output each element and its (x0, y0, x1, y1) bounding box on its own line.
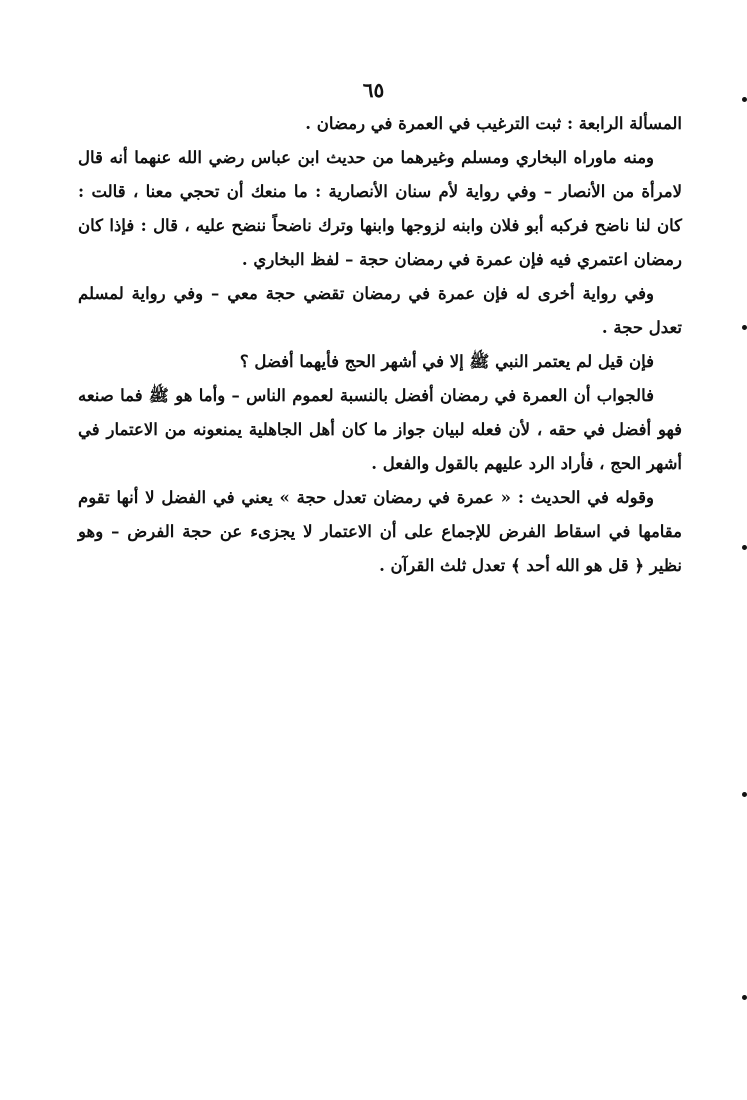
scan-edge-mark (742, 792, 747, 797)
paragraph-question: فإن قيل لم يعتمر النبي ﷺ إلا في أشهر الحج فأيهما أفضل ؟ (239, 352, 654, 371)
document-body (78, 107, 682, 583)
paragraph-hadith-narration: ومنه ماوراه البخاري ومسلم وغيرهما من حديث ابن عباس رضي الله عنهما أنه قال لامرأة من الأنصار – وفي رواية لأم سنان الأنصارية : ما منعك أن تحجي معنا ، قالت : كان لنا ناضح فركبه أبو فلان وابنه لزوجها وابنها وترك ناضحاً ننضح عليه ، قال : فإذا كان رمضان اعتمري فيه فإن عمرة في رمضان حجة – لفظ البخاري . (78, 148, 682, 269)
paragraph-other-narration: وفي رواية أخرى له فإن عمرة في رمضان تقضي حجة معي – وفي رواية لمسلم تعدل حجة . (78, 284, 682, 337)
paragraph-hadith-meaning: وقوله في الحديث : « عمرة في رمضان تعدل حجة » يعني في الفضل لا أنها تقوم مقامها في اسقاط الفرض للإجماع على أن الاعتمار لا يجزىء عن حجة الفرض – وهو نظير ﴿ قل هو الله أحد ﴾ تعدل ثلث القرآن . (78, 488, 682, 575)
page-number: ٦٥ (362, 78, 385, 102)
scan-edge-mark (742, 325, 747, 330)
scan-edge-mark (742, 995, 747, 1000)
scan-edge-mark (742, 545, 747, 550)
paragraph-issue-four (78, 107, 682, 141)
section-heading-text: ثبت الترغيب في العمرة في رمضان . (305, 114, 567, 133)
paragraph-answer: فالجواب أن العمرة في رمضان أفضل بالنسبة لعموم الناس – وأما هو ﷺ فما صنعه فهو أفضل في حقه ، لأن فعله لبيان جواز ما كان أهل الجاهلية يمنعونه من الاعتمار في أشهر الحج ، فأراد الرد عليهم بالقول والفعل . (78, 386, 682, 473)
section-heading: المسألة الرابعة : (566, 114, 682, 133)
scan-edge-mark (742, 97, 747, 102)
